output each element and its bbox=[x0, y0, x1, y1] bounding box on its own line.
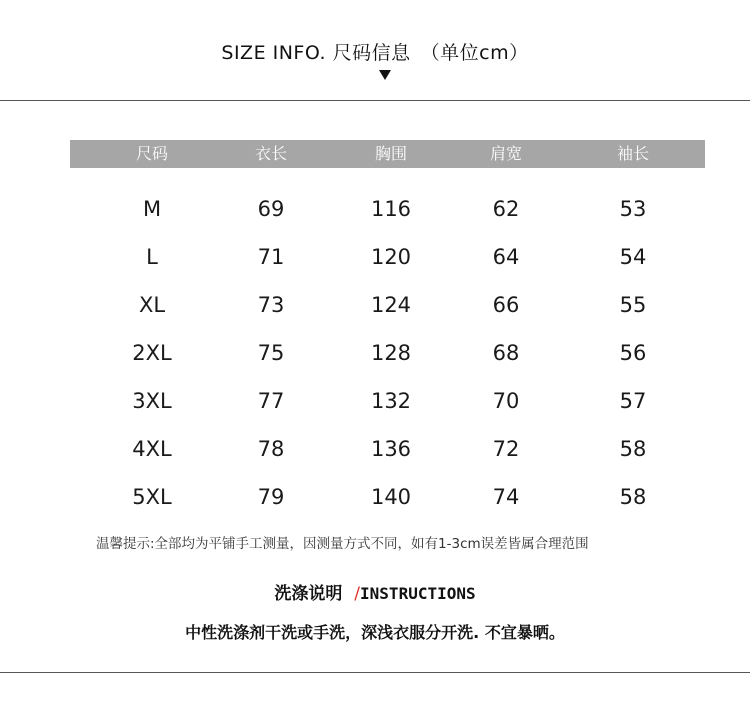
table-cell: L bbox=[146, 245, 158, 269]
table-cell: 77 bbox=[257, 389, 285, 413]
measurement-note: 温馨提示:全部均为平铺手工测量，因测量方式不同，如有1-3cm误差皆属合理范围 bbox=[96, 536, 589, 552]
table-cell: 54 bbox=[619, 245, 647, 269]
table-cell: 128 bbox=[370, 341, 412, 365]
table-row bbox=[0, 287, 750, 323]
table-cell: 62 bbox=[492, 197, 520, 221]
table-cell: 3XL bbox=[132, 389, 172, 413]
down-triangle-icon bbox=[379, 70, 391, 80]
table-cell: 78 bbox=[257, 437, 285, 461]
unit-text: （单位cm） bbox=[420, 42, 529, 64]
page-title bbox=[0, 38, 750, 65]
column-header-shoulder: 肩宽 bbox=[489, 144, 522, 163]
table-cell: 116 bbox=[370, 197, 412, 221]
table-cell: 64 bbox=[492, 245, 520, 269]
table-row bbox=[0, 383, 750, 419]
column-header-chest: 胸围 bbox=[374, 144, 407, 163]
title-text: SIZE INFO. 尺码信息 bbox=[221, 42, 411, 64]
table-cell: 136 bbox=[370, 437, 412, 461]
table-cell: 74 bbox=[492, 485, 520, 509]
table-cell: XL bbox=[138, 293, 166, 317]
column-header-size: 尺码 bbox=[135, 144, 168, 163]
table-cell: M bbox=[142, 197, 162, 221]
washing-instructions-title bbox=[0, 579, 750, 604]
table-cell: 70 bbox=[492, 389, 520, 413]
table-cell: 58 bbox=[619, 437, 647, 461]
table-cell: 56 bbox=[619, 341, 647, 365]
table-cell: 5XL bbox=[132, 485, 172, 509]
table-cell: 58 bbox=[619, 485, 647, 509]
top-divider bbox=[0, 100, 750, 101]
column-header-length: 衣长 bbox=[254, 144, 287, 163]
column-header-sleeve: 袖长 bbox=[616, 144, 649, 163]
table-cell: 132 bbox=[370, 389, 412, 413]
table-cell: 68 bbox=[492, 341, 520, 365]
table-cell: 75 bbox=[257, 341, 285, 365]
washing-title-cn: 洗涤说明 bbox=[274, 584, 343, 604]
table-row bbox=[0, 335, 750, 371]
table-cell: 57 bbox=[619, 389, 647, 413]
table-cell: 69 bbox=[257, 197, 285, 221]
table-row bbox=[0, 431, 750, 467]
table-cell: 66 bbox=[492, 293, 520, 317]
table-cell: 79 bbox=[257, 485, 285, 509]
table-cell: 72 bbox=[492, 437, 520, 461]
table-cell: 124 bbox=[370, 293, 412, 317]
table-cell: 73 bbox=[257, 293, 285, 317]
washing-instructions-text: 中性洗涤剂干洗或手洗，深浅衣服分开洗. 不宜暴晒。 bbox=[185, 623, 565, 642]
table-cell: 55 bbox=[619, 293, 647, 317]
bottom-divider bbox=[0, 672, 750, 673]
table-row bbox=[0, 191, 750, 227]
table-cell: 120 bbox=[370, 245, 412, 269]
title-slash: / bbox=[354, 584, 361, 604]
table-row bbox=[0, 239, 750, 275]
table-cell: 140 bbox=[370, 485, 412, 509]
washing-title-en: INSTRUCTIONS bbox=[360, 584, 476, 603]
table-cell: 2XL bbox=[132, 341, 172, 365]
table-cell: 53 bbox=[619, 197, 647, 221]
table-row bbox=[0, 479, 750, 515]
size-table-header bbox=[70, 140, 705, 168]
table-cell: 4XL bbox=[132, 437, 172, 461]
table-cell: 71 bbox=[257, 245, 285, 269]
